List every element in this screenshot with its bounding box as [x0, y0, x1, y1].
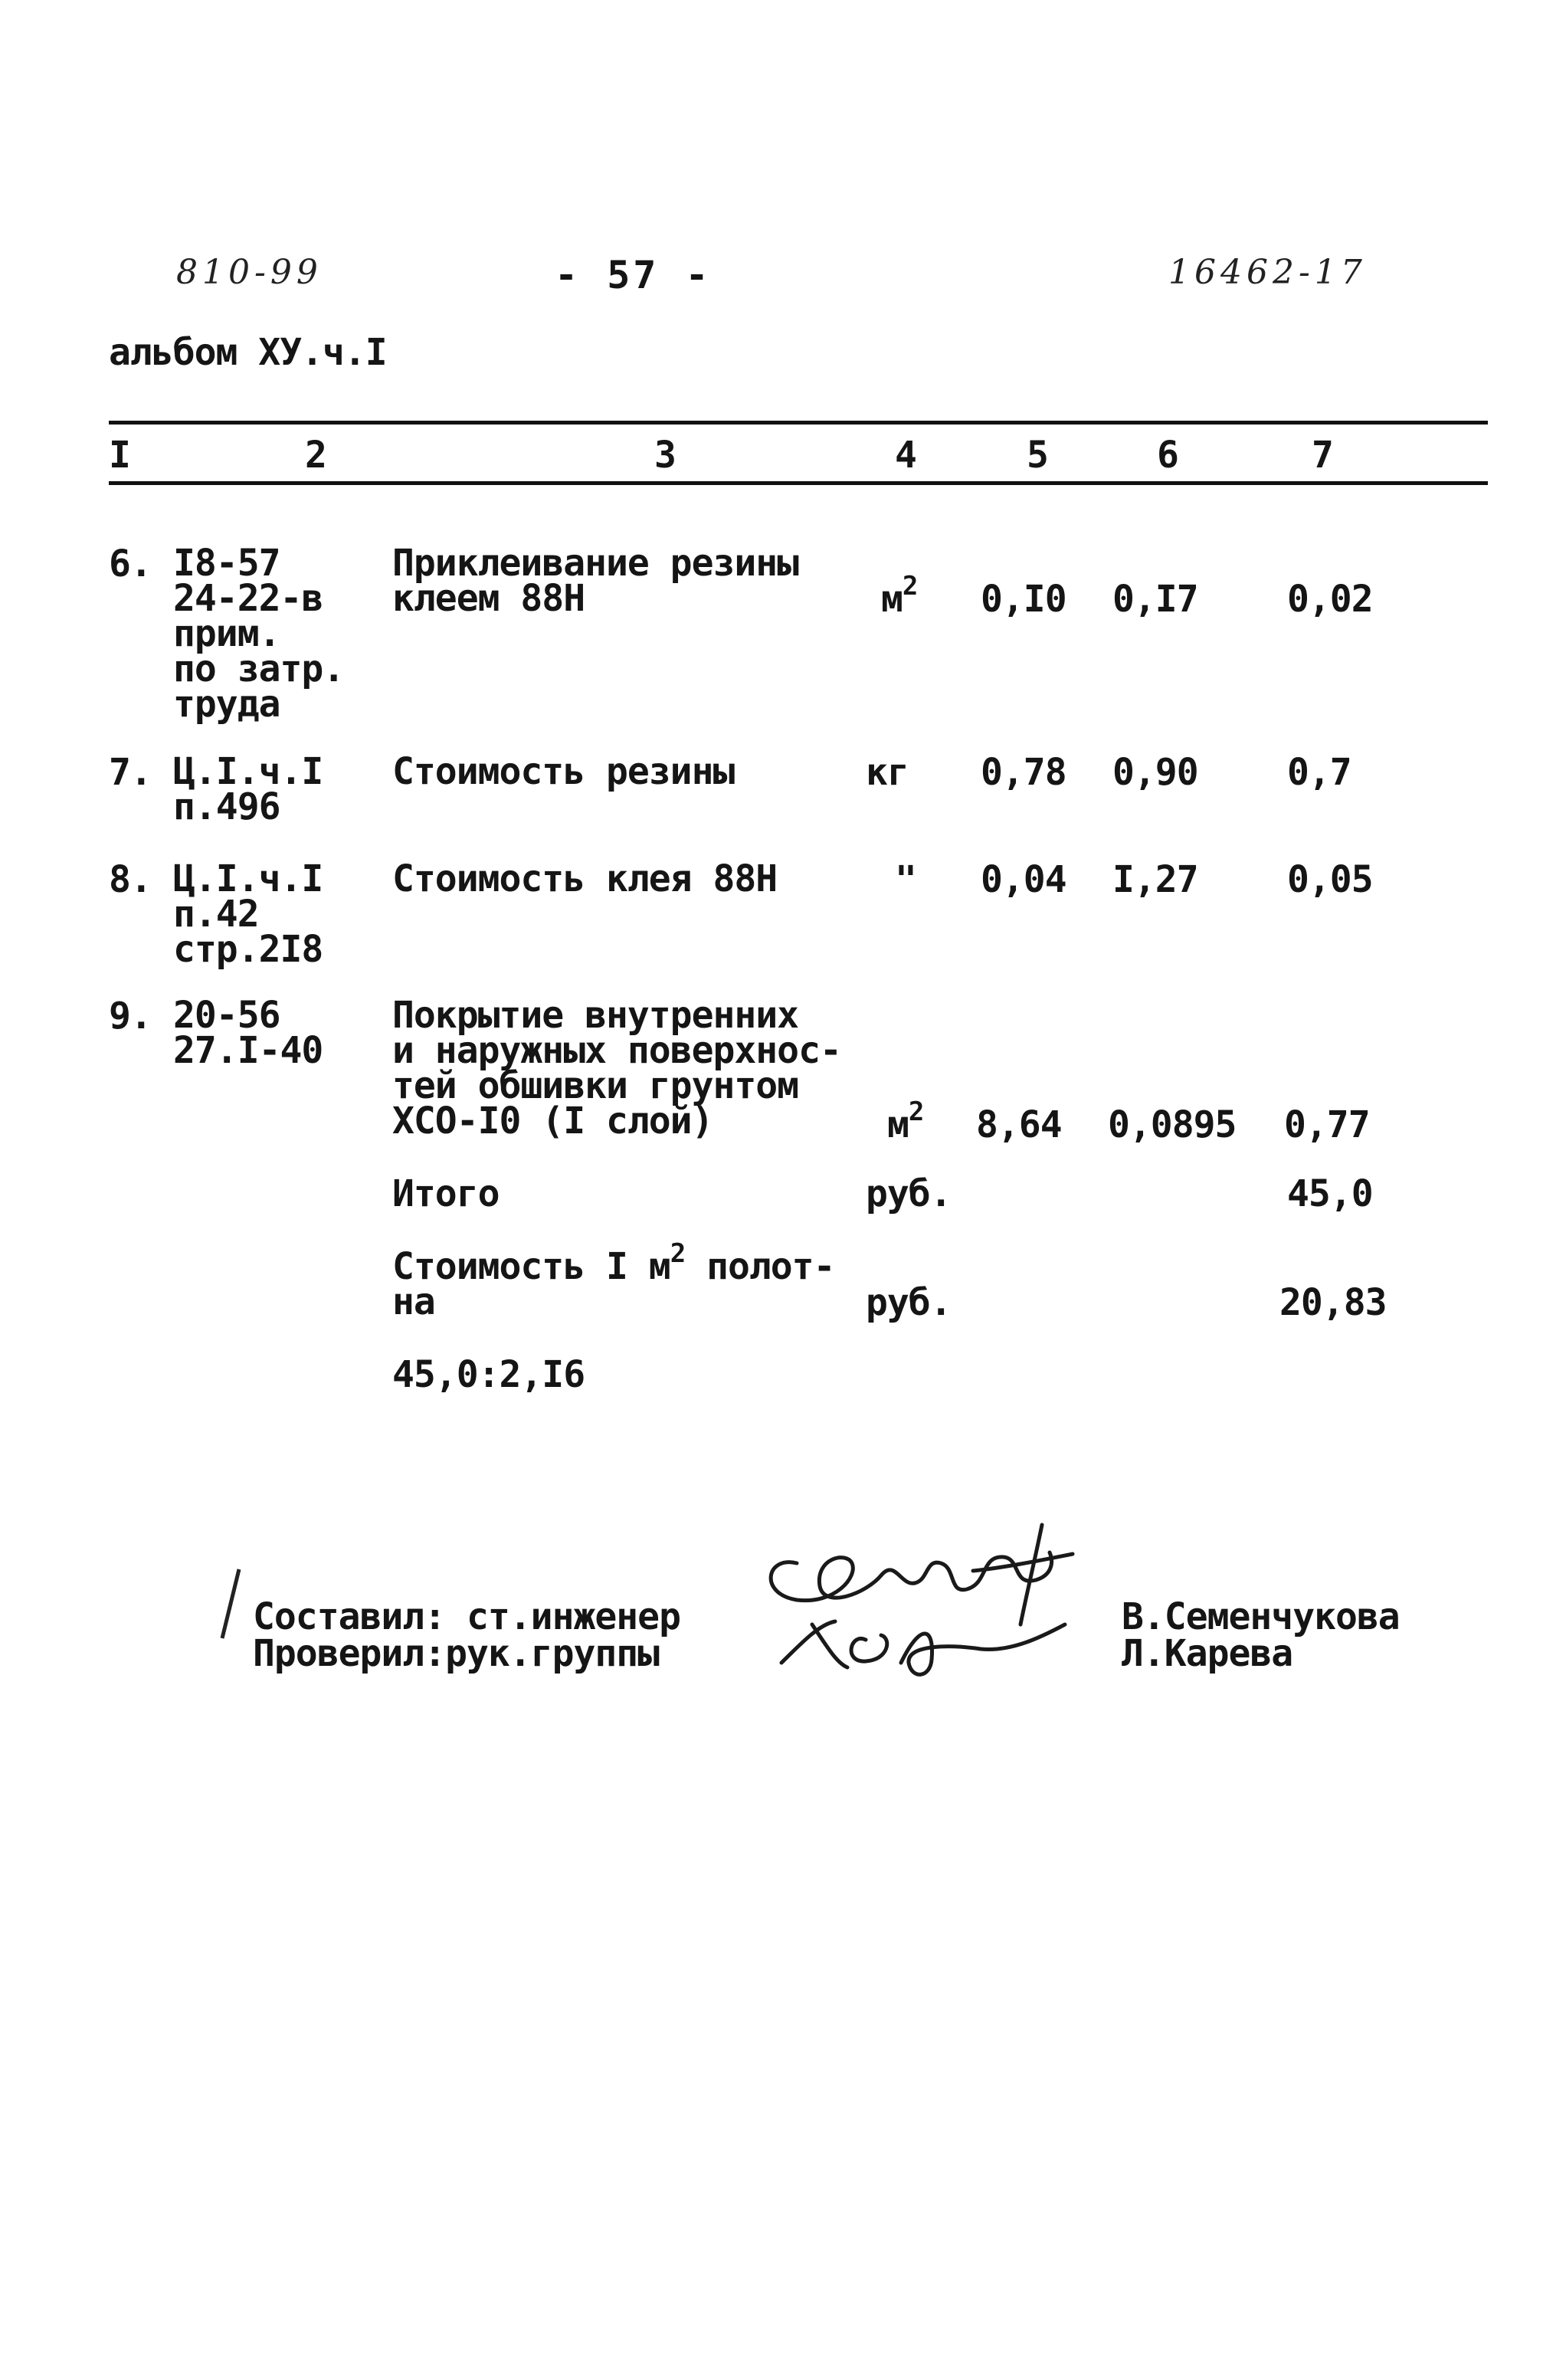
ref-line: 27.I-40 [173, 1029, 323, 1072]
col-number-4: 4 [895, 434, 916, 477]
row-sum: 0,7 [1287, 751, 1351, 794]
ref-line: прим. [173, 612, 280, 655]
per-m2-superscript: 2 [670, 1238, 686, 1269]
ref-line: 20-56 [173, 994, 280, 1037]
unit-text: м [887, 1103, 909, 1146]
row-unit-price: I,27 [1112, 858, 1198, 901]
per-m2-line [392, 1238, 835, 1288]
handwritten-album-code: 810-99 [176, 253, 323, 292]
ref-line: Ц.I.ч.I [173, 750, 323, 793]
row-number: 8. [109, 858, 152, 901]
row-quantity: 0,78 [981, 751, 1066, 794]
desc-line: Стоимость резины [392, 750, 735, 793]
row-unit-price: 0,90 [1112, 751, 1198, 794]
row-reference [173, 542, 345, 726]
table-top-rule [109, 421, 1488, 425]
row-description [392, 542, 799, 620]
desc-line: тей обшивки грунтом [392, 1064, 799, 1107]
total-unit: руб. [866, 1172, 952, 1215]
col-number-3: 3 [654, 434, 676, 477]
handwritten-signature [751, 1510, 1088, 1693]
row-reference [173, 857, 323, 971]
row-sum: 0,77 [1284, 1103, 1370, 1146]
row-sum: 0,02 [1287, 578, 1373, 621]
row-reference [173, 994, 323, 1072]
unit-text: м [881, 578, 903, 621]
row-number: 9. [109, 995, 152, 1038]
desc-line: Приклеивание резины [392, 542, 799, 585]
per-m2-text-cont: полот- [685, 1245, 835, 1288]
table-header-rule [109, 481, 1488, 485]
ref-line: 24-22-в [173, 577, 323, 620]
col-number-2: 2 [305, 434, 326, 477]
ref-line: труда [173, 683, 280, 726]
unit-text: " [895, 858, 916, 901]
ref-line: п.496 [173, 785, 280, 828]
row-number: 6. [109, 543, 152, 585]
col-number-6: 6 [1157, 434, 1178, 477]
per-m2-line: на [392, 1280, 435, 1323]
row-unit [887, 1097, 924, 1146]
ref-line: п.42 [173, 893, 259, 936]
desc-line: и наружных поверхнос- [392, 1029, 841, 1072]
ref-line: I8-57 [173, 542, 280, 585]
row-number: 7. [109, 751, 152, 794]
desc-line: Стоимость клея 88Н [392, 857, 778, 900]
group-lead-name: Л.Карева [1122, 1632, 1293, 1675]
row-unit [895, 858, 916, 901]
col-number-7: 7 [1312, 434, 1333, 477]
unit-superscript: 2 [908, 1097, 924, 1127]
row-unit [866, 751, 909, 794]
unit-text: кг [866, 751, 909, 794]
unit-superscript: 2 [902, 571, 918, 602]
per-m2-unit: руб. [866, 1281, 952, 1324]
row-quantity: 0,04 [981, 858, 1066, 901]
desc-line: Покрытие внутренних [392, 994, 799, 1037]
total-sum: 45,0 [1287, 1172, 1373, 1215]
compiled-by-label: Составил: ст.инженер [253, 1595, 680, 1638]
album-label: альбом ХУ.ч.I [109, 331, 387, 374]
engineer-name: В.Семенчукова [1122, 1595, 1400, 1638]
per-m2-sum: 20,83 [1279, 1281, 1387, 1324]
page-number: - 57 - [555, 253, 712, 297]
checked-by-label: Проверил:рук.группы [253, 1632, 660, 1675]
total-label: Итого [392, 1172, 500, 1215]
slash-mark [216, 1566, 247, 1643]
desc-line: ХСО-I0 (I слой) [392, 1100, 713, 1142]
per-m2-text: Стоимость I м [392, 1245, 670, 1288]
per-m2-label [392, 1238, 835, 1323]
row-unit-price: 0,I7 [1112, 578, 1198, 621]
desc-line: клеем 88Н [392, 577, 585, 620]
row-description [392, 857, 778, 900]
ref-line: Ц.I.ч.I [173, 857, 323, 900]
row-unit [881, 571, 918, 621]
row-unit-price: 0,0895 [1108, 1103, 1237, 1146]
per-m2-calculation: 45,0:2,I6 [392, 1353, 585, 1396]
col-number-5: 5 [1027, 434, 1048, 477]
handwritten-document-code: 16462-17 [1168, 253, 1367, 292]
row-quantity: 0,I0 [981, 578, 1066, 621]
row-description [392, 994, 841, 1142]
row-quantity: 8,64 [976, 1103, 1062, 1146]
ref-line: по затр. [173, 647, 345, 690]
row-description [392, 750, 735, 793]
row-sum: 0,05 [1287, 858, 1373, 901]
row-reference [173, 750, 323, 828]
ref-line: стр.2I8 [173, 928, 323, 971]
col-number-1: I [109, 434, 130, 477]
